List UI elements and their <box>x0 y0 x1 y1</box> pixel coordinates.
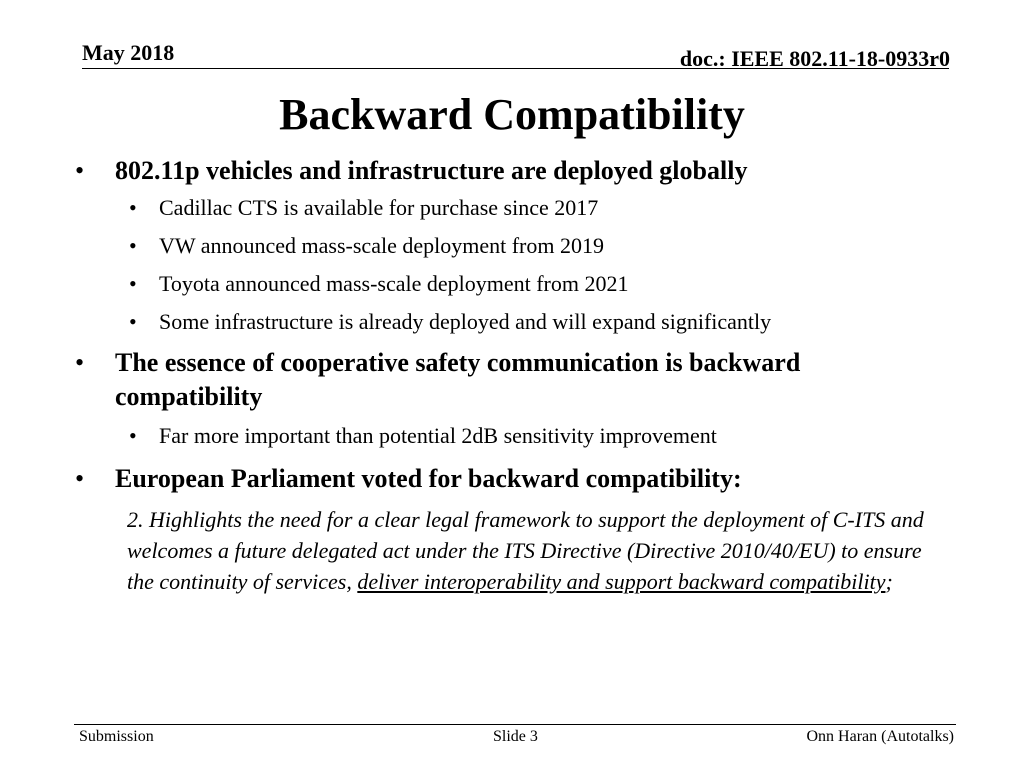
subbullet-1-3: Toyota announced mass-scale deployment from 2021 <box>159 271 629 296</box>
subbullet-marker: • <box>129 309 137 334</box>
header-divider <box>82 68 949 69</box>
quote-text: 2. Highlights the need for a clear legal framework to support the deployment of C-ITS and welcomes a future delegated act under the ITS Directive (Directive 2010/40/EU) to ensure the continuity of services, <box>127 507 924 594</box>
parliament-quote <box>127 504 937 597</box>
bullet-3: European Parliament voted for backward compatibility: <box>115 464 742 493</box>
bullet-2: The essence of cooperative safety communication is backward compatibility <box>115 348 801 411</box>
bullet-marker: • <box>75 156 85 185</box>
footer-divider <box>74 724 956 725</box>
quote-end: ; <box>885 569 893 594</box>
bullet-marker: • <box>75 464 85 493</box>
subbullet-1-4: Some infrastructure is already deployed and will expand significantly <box>159 309 772 334</box>
subbullet-marker: • <box>129 271 137 296</box>
footer-author: Onn Haran (Autotalks) <box>806 728 954 745</box>
header-doc-id: doc.: IEEE 802.11-18-0933r0 <box>679 46 950 71</box>
footer-submission: Submission <box>79 728 154 745</box>
header-date: May 2018 <box>82 40 175 65</box>
subbullet-1-2: VW announced mass-scale deployment from 2019 <box>159 233 604 258</box>
subbullet-marker: • <box>129 423 137 448</box>
subbullet-marker: • <box>129 195 137 220</box>
bullet-1: 802.11p vehicles and infrastructure are deployed globally <box>115 156 748 185</box>
subbullet-2-1: Far more important than potential 2dB sensitivity improvement <box>159 423 717 448</box>
slide-title: Backward Compatibility <box>279 90 745 139</box>
bullet-marker: • <box>75 348 85 377</box>
subbullet-1-1: Cadillac CTS is available for purchase since 2017 <box>159 195 599 220</box>
quote-underlined-text: deliver interoperability and support backward compatibility <box>357 569 886 594</box>
footer-slide-number: Slide 3 <box>493 728 538 745</box>
subbullet-marker: • <box>129 233 137 258</box>
